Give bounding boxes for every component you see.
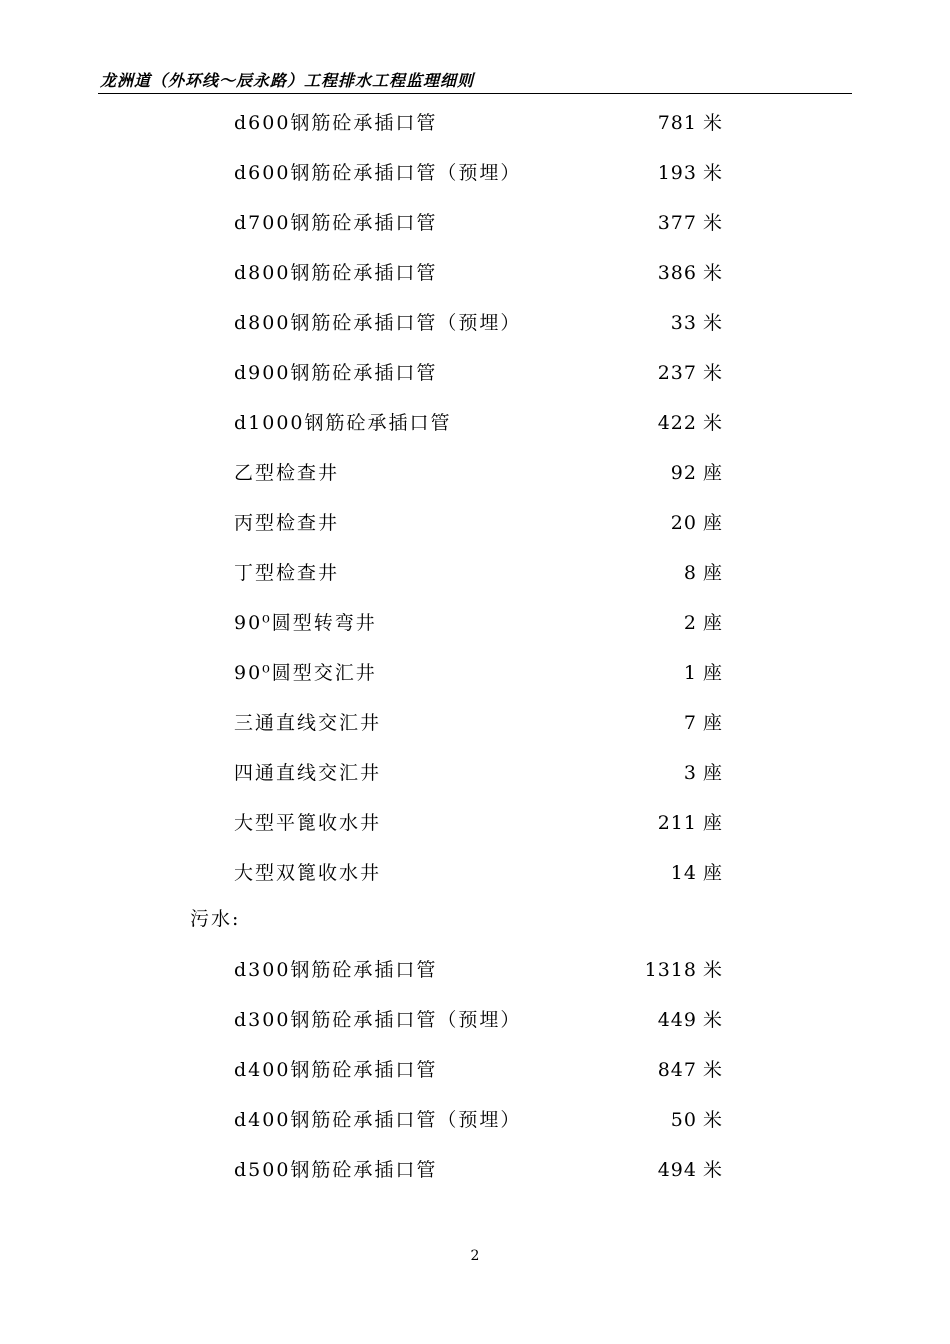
quantity-row (0, 354, 950, 388)
quantity-row (0, 204, 950, 238)
item-quantity (684, 558, 722, 585)
quantity-row (0, 654, 950, 688)
item-quantity (658, 1005, 722, 1032)
item-quantity (684, 758, 722, 785)
item-quantity (658, 158, 722, 185)
quantity-unit: 座 (702, 612, 722, 634)
page-header-title: 龙洲道（外环线～辰永路）工程排水工程监理细则 (100, 71, 475, 90)
quantity-unit: 米 (702, 312, 722, 334)
quantity-row (0, 1101, 950, 1135)
quantity-unit: 座 (702, 862, 722, 884)
quantity-value: 50 (670, 1109, 697, 1131)
header-rule (98, 93, 852, 94)
item-quantity (671, 308, 722, 335)
item-quantity (658, 108, 722, 135)
item-name: d900钢筋砼承插口管 (234, 362, 438, 384)
quantity-row (0, 554, 950, 588)
quantity-row (0, 1051, 950, 1085)
quantity-unit: 座 (702, 712, 722, 734)
item-name: d500钢筋砼承插口管 (234, 1159, 438, 1181)
item-quantity (658, 208, 722, 235)
quantity-value: 377 (657, 212, 697, 234)
quantity-row (0, 754, 950, 788)
item-name: d400钢筋砼承插口管 (234, 1059, 438, 1081)
quantity-row (0, 504, 950, 538)
quantity-value: 7 (683, 712, 697, 734)
quantity-unit: 米 (702, 959, 722, 981)
item-name: d300钢筋砼承插口管（预埋） (234, 1009, 522, 1031)
quantity-unit: 米 (702, 1009, 722, 1031)
quantity-value: 211 (657, 812, 697, 834)
item-quantity (658, 1055, 722, 1082)
quantity-unit: 米 (702, 262, 722, 284)
quantity-unit: 米 (702, 362, 722, 384)
quantity-unit: 座 (702, 512, 722, 534)
item-quantity (658, 808, 722, 835)
quantity-unit: 米 (702, 212, 722, 234)
section-heading-sewage: 污水: (190, 908, 241, 930)
quantity-value: 494 (657, 1159, 697, 1181)
item-name: 90⁰圆型转弯井 (234, 612, 377, 634)
quantity-row (0, 104, 950, 138)
item-quantity (658, 408, 722, 435)
quantity-unit: 米 (702, 112, 722, 134)
item-name: d1000钢筋砼承插口管 (234, 412, 452, 434)
quantity-row (0, 1001, 950, 1035)
item-name: d800钢筋砼承插口管（预埋） (234, 312, 522, 334)
quantity-unit: 米 (702, 1109, 722, 1131)
item-quantity (671, 1105, 722, 1132)
item-quantity (671, 508, 722, 535)
quantity-row (0, 804, 950, 838)
quantity-value: 92 (670, 462, 697, 484)
item-name: 丁型检查井 (234, 562, 340, 584)
quantity-row (0, 1151, 950, 1185)
quantity-row (0, 604, 950, 638)
item-quantity (658, 358, 722, 385)
quantity-unit: 座 (702, 812, 722, 834)
quantity-row (0, 454, 950, 488)
item-quantity (684, 658, 722, 685)
quantity-row (0, 951, 950, 985)
item-quantity (658, 1155, 722, 1182)
quantity-value: 386 (657, 262, 697, 284)
quantity-unit: 座 (702, 662, 722, 684)
quantity-value: 2 (683, 612, 697, 634)
quantity-value: 33 (670, 312, 697, 334)
quantity-unit: 米 (702, 1159, 722, 1181)
item-name: 大型双篦收水井 (234, 862, 382, 884)
quantity-unit: 米 (702, 412, 722, 434)
quantity-row (0, 154, 950, 188)
page-number: 2 (470, 1248, 480, 1264)
item-quantity (645, 955, 722, 982)
quantity-value: 781 (657, 112, 697, 134)
item-quantity (684, 708, 722, 735)
item-quantity (658, 258, 722, 285)
item-name: d700钢筋砼承插口管 (234, 212, 438, 234)
item-name: 丙型检查井 (234, 512, 340, 534)
item-name: d600钢筋砼承插口管（预埋） (234, 162, 522, 184)
quantity-value: 847 (657, 1059, 697, 1081)
quantity-value: 422 (657, 412, 697, 434)
quantity-value: 3 (683, 762, 697, 784)
quantity-value: 193 (657, 162, 697, 184)
quantity-row (0, 704, 950, 738)
quantity-value: 8 (683, 562, 697, 584)
item-quantity (671, 458, 722, 485)
item-name: 四通直线交汇井 (234, 762, 382, 784)
quantity-value: 1 (683, 662, 697, 684)
quantity-value: 20 (670, 512, 697, 534)
quantity-value: 237 (657, 362, 697, 384)
quantity-unit: 座 (702, 762, 722, 784)
item-name: d600钢筋砼承插口管 (234, 112, 438, 134)
item-quantity (671, 858, 722, 885)
item-name: d800钢筋砼承插口管 (234, 262, 438, 284)
quantity-unit: 米 (702, 162, 722, 184)
quantity-row (0, 854, 950, 888)
quantity-value: 14 (670, 862, 697, 884)
quantity-row (0, 404, 950, 438)
item-name: d400钢筋砼承插口管（预埋） (234, 1109, 522, 1131)
quantity-row (0, 254, 950, 288)
quantity-row (0, 304, 950, 338)
item-name: 乙型检查井 (234, 462, 340, 484)
quantity-value: 449 (657, 1009, 697, 1031)
quantity-unit: 座 (702, 462, 722, 484)
quantity-unit: 座 (702, 562, 722, 584)
item-name: d300钢筋砼承插口管 (234, 959, 438, 981)
quantity-unit: 米 (702, 1059, 722, 1081)
item-name: 大型平篦收水井 (234, 812, 382, 834)
item-quantity (684, 608, 722, 635)
item-name: 90⁰圆型交汇井 (234, 662, 377, 684)
item-name: 三通直线交汇井 (234, 712, 382, 734)
quantity-value: 1318 (644, 959, 697, 981)
